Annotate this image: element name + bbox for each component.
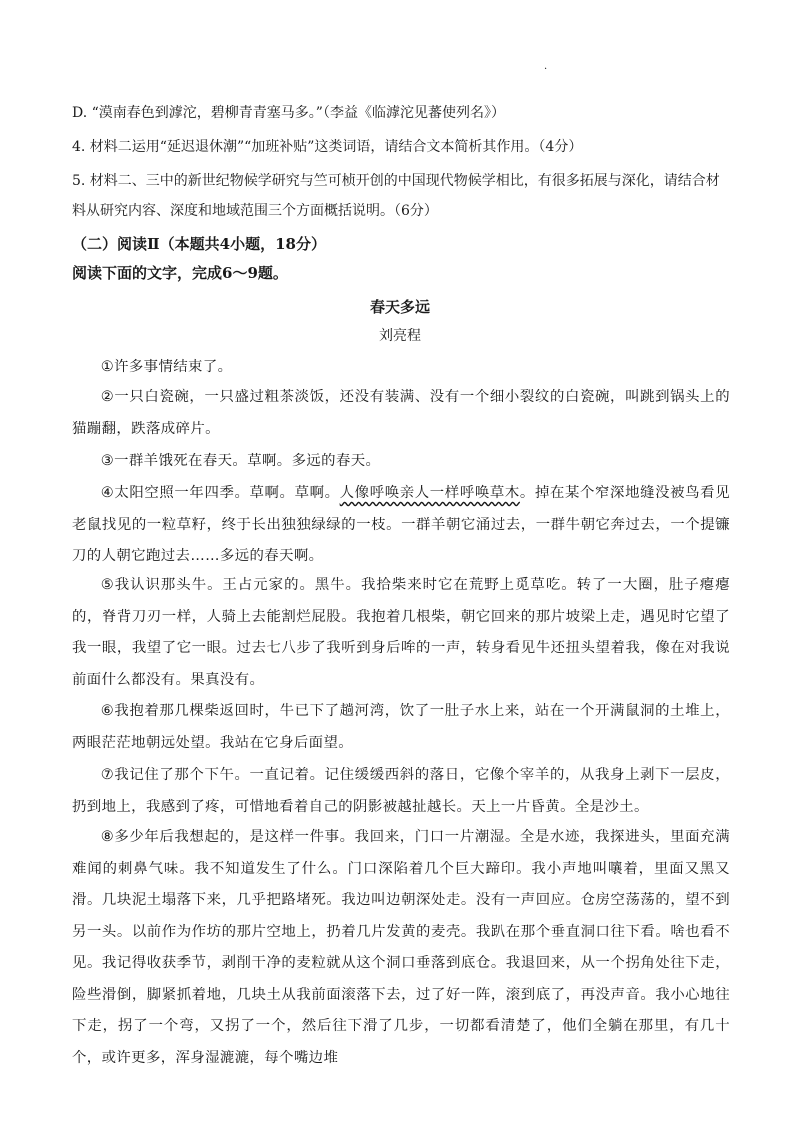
question-5-line-2: 料从研究内容、深度和地域范围三个方面概括说明。（6分） <box>72 203 438 219</box>
paragraph-2: ②一只白瓷碗，一只盛过粗茶淡饭，还没有装满、没有一个细小裂纹的白瓷碗，叫跳到锅头上的猫蹦翻，跌落成碎片。 <box>72 389 730 437</box>
article-author: 刘亮程 <box>379 328 421 344</box>
paragraph-6: ⑥我抱着那几棵柴返回时，牛已下了趟河湾，饮了一肚子水上来，站在一个开满鼠洞的土堆上，两眼茫茫地朝远处望。我站在它身后面望。 <box>72 703 730 751</box>
paragraph-4-end: 。掉在某个窄深地缝没被鸟看见老鼠找见的一粒草籽，终于长出独独绿绿的一枝。一群羊朝它涌过去，一群牛朝它奔过去，一个提镰刀的人朝它跑过去……多远的春天啊。 <box>72 485 730 564</box>
question-4: 4. 材料二运用“延迟退休潮”“加班补贴”这类词语，请结合文本简析其作用。（4分） <box>72 139 583 155</box>
paragraph-5: ⑤我认识那头牛。王占元家的。黑牛。我拾柴来时它在荒野上觅草吃。转了一大圈，肚子瘪瘪的，脊背刀刃一样，人骑上去能割烂屁股。我抱着几根柴，朝它回来的那片坡梁上走，遇见时它望了我一眼，我望了它一眼。过去七八步了我听到身后哞的一声，转身看见牛还扭头望着我，像在对我说前面什么都没有。果真没有。 <box>72 577 730 688</box>
paragraph-1: ①许多事情结束了。 <box>100 359 233 375</box>
article-title: 春天多远 <box>369 298 430 316</box>
paragraph-4-start: ④太阳空照一年四季。草啊。草啊。 <box>100 485 340 501</box>
paragraph-4 <box>72 478 730 573</box>
paragraph-3: ③一群羊饿死在春天。草啊。多远的春天。 <box>100 453 381 469</box>
option-d: D. “漠南春色到滹沱，碧柳青青塞马多。”（李益《临滹沱见蕃使列名》） <box>72 105 505 121</box>
paragraph-7: ⑦我记住了那个下午。一直记着。记住缓缓西斜的落日，它像个宰羊的，从我身上剥下一层皮，扔到地上，我感到了疼，可惜地看着自己的阴影被越扯越长。天上一片昏黄。全是沙土。 <box>72 767 730 815</box>
section-heading: （二）阅读Ⅱ（本题共4小题，18分） <box>72 235 326 253</box>
section-instruction: 阅读下面的文字，完成6～9题。 <box>72 264 288 282</box>
question-5-line-1: 5. 材料二、三中的新世纪物候学研究与竺可桢开创的中国现代物候学相比，有很多拓展与深化，请结合材 <box>72 173 720 189</box>
paragraph-8: ⑧多少年后我想起的，是这样一件事。我回来，门口一片潮湿。全是水迹，我探进头，里面充满难闻的刺鼻气味。我不知道发生了什么。门口深陷着几个巨大蹄印。我小声地叫嚷着，里面又黑又滑。几块泥土塌落下来，几乎把路堵死。我边叫边朝深处走。没有一声回应。仓房空荡荡的，望不到另一头。以前作为作坊的那片空地上，扔着几片发黄的麦壳。我趴在那个垂直洞口往下看。啥也看不见。我记得收获季节，剥削干净的麦粒就从这个洞口垂落到底仓。我退回来，从一个拐角处往下走，险些滑倒，脚紧抓着地，几块土从我前面滚落下去，过了好一阵，滚到底了，再没声音。我小心地往下走，拐了一个弯，又拐了一个，然后往下滑了几步，一切都看清楚了，他们全躺在那里，有几十个，或许更多，浑身湿漉漉，每个嘴边堆 <box>72 829 730 1066</box>
header-dot: . <box>544 61 548 72</box>
paragraph-4-underlined-sentence: 人像呼唤亲人一样呼唤草木 <box>339 485 520 501</box>
